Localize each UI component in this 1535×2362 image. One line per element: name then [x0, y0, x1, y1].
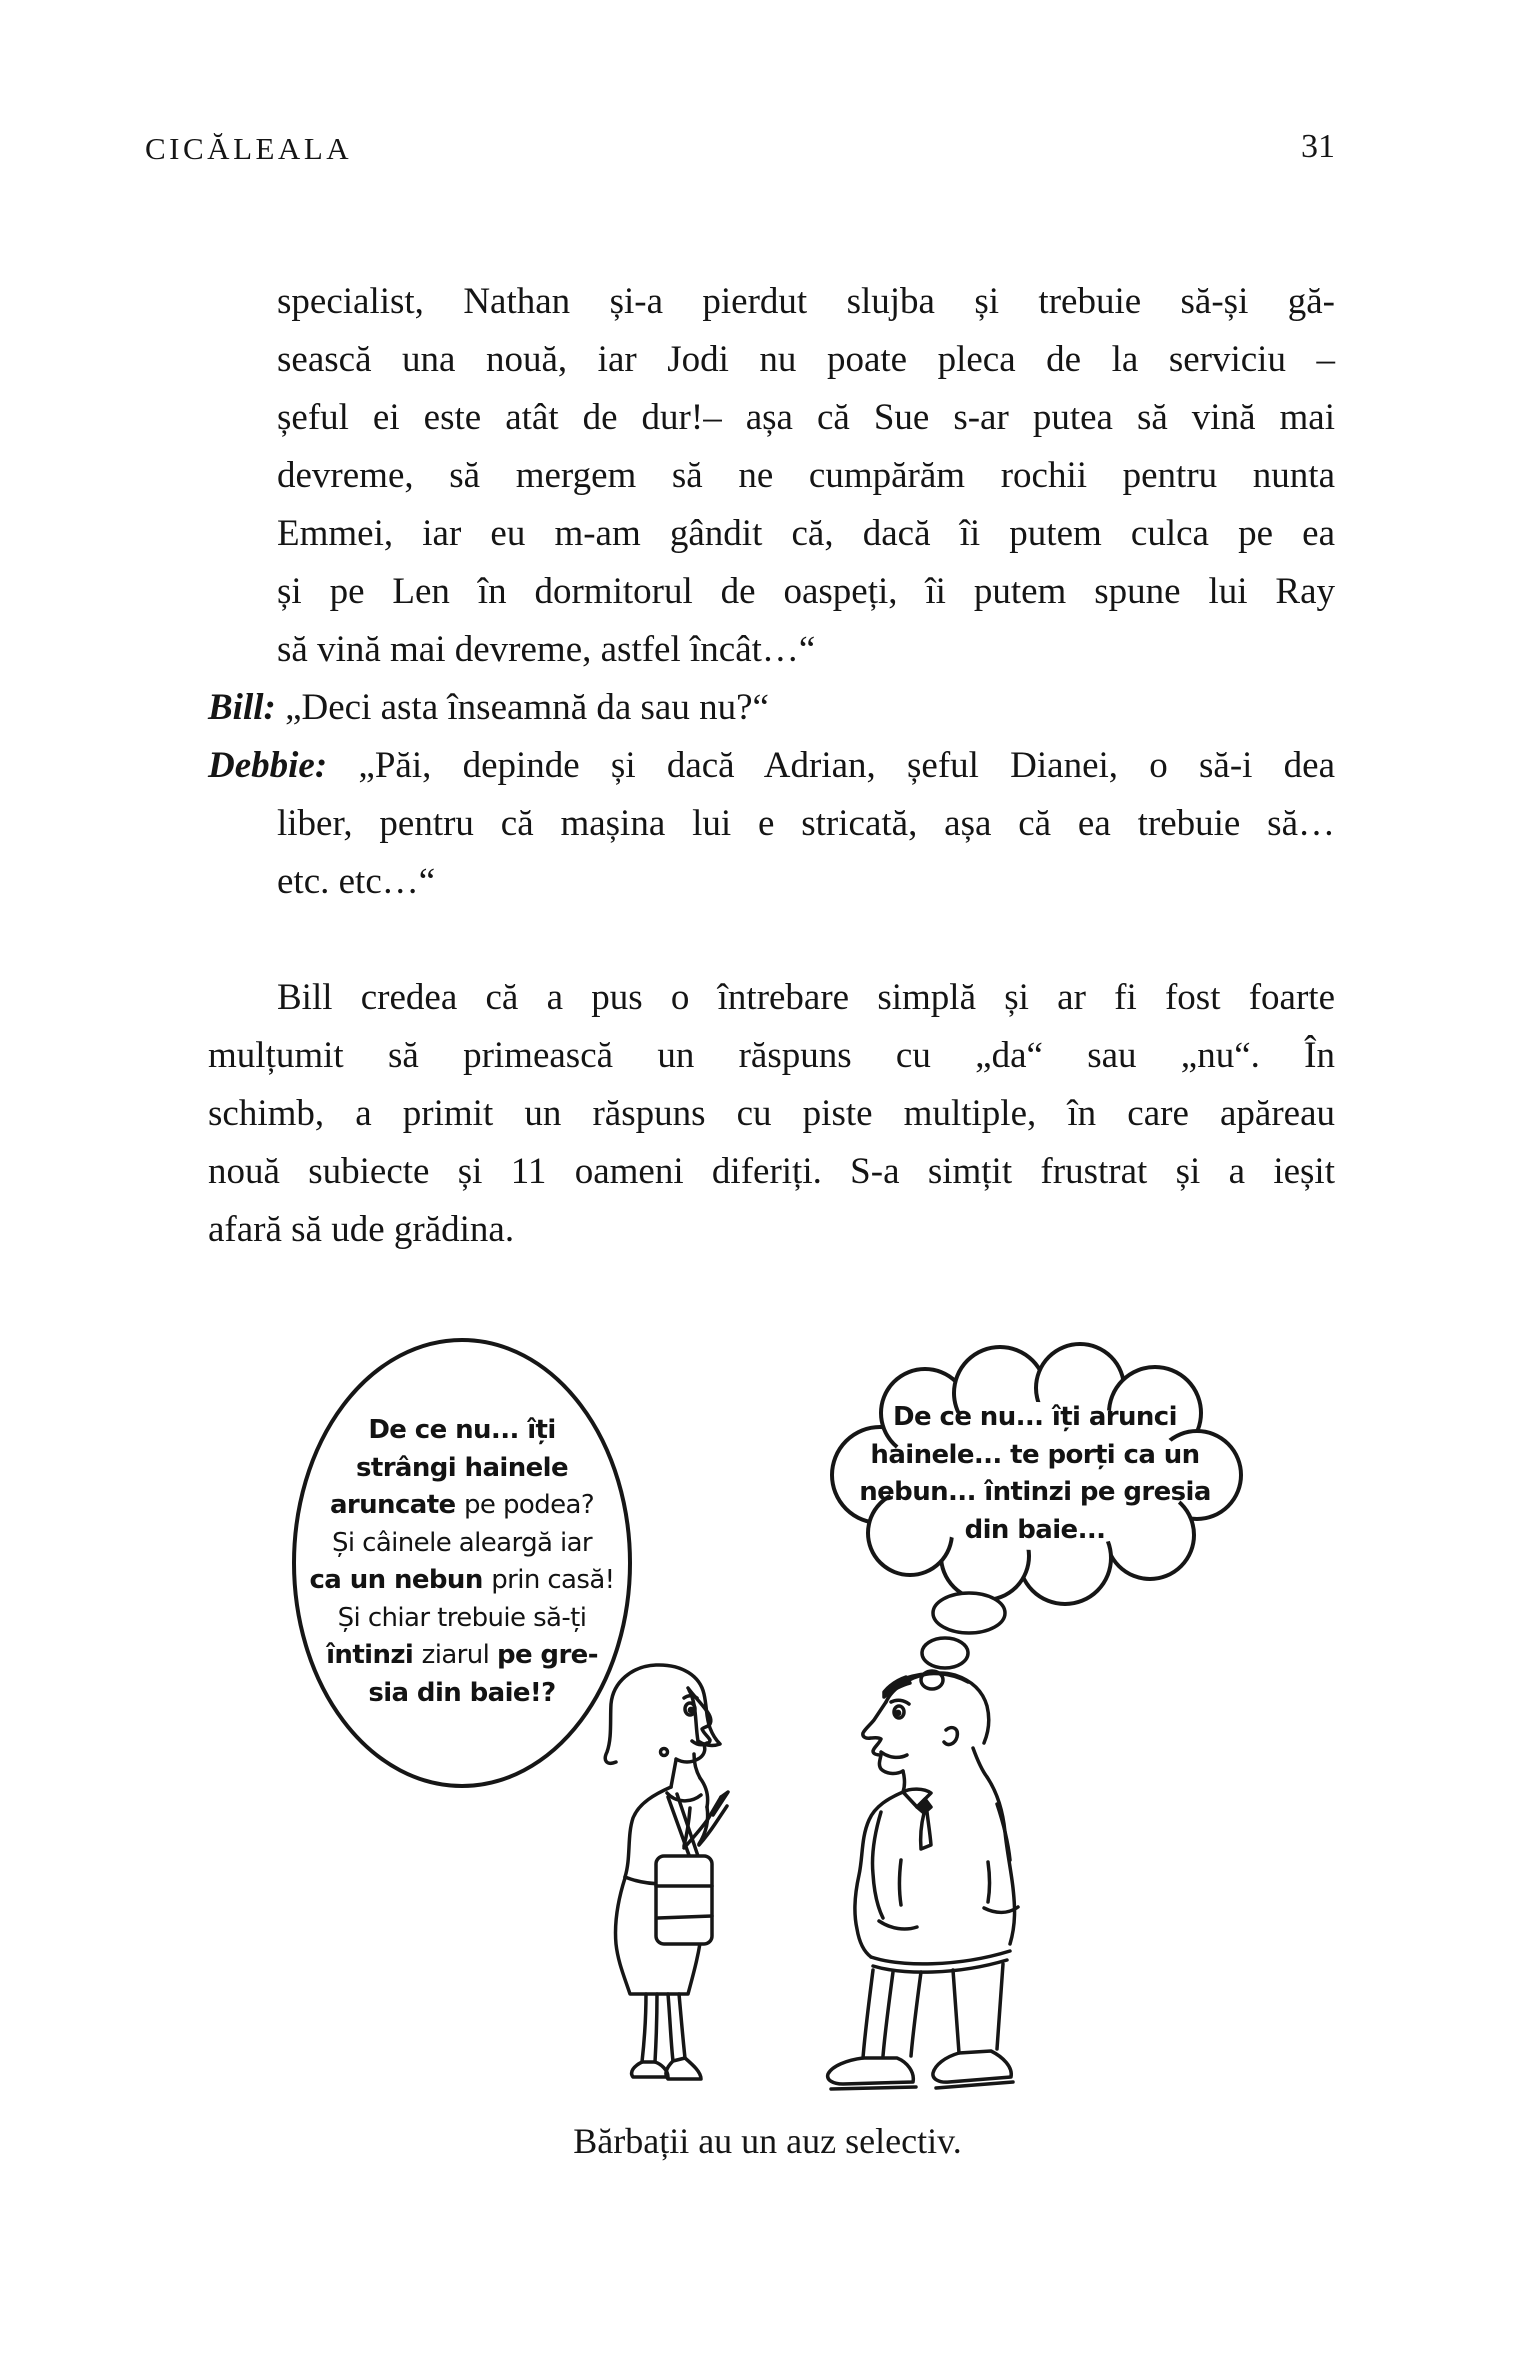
illustration-caption: Bărbații au un auz selectiv.	[573, 2121, 962, 2161]
text-line: Debbie: „Păi, depinde și dacă Adrian, șeful Dianei, o să-i dea	[208, 745, 1335, 786]
bubble-line: De ce nu... îți arunci	[893, 1402, 1177, 1432]
paragraph-gap	[208, 911, 1335, 969]
text-line: sească una nouă, iar Jodi nu poate pleca de la serviciu –	[277, 339, 1335, 380]
cartoon-drawing	[0, 1300, 1535, 2120]
text-line: liber, pentru că mașina lui e stricată, așa că ea trebuie să…	[277, 803, 1335, 844]
speaker-label: Bill:	[208, 687, 276, 728]
text-line: etc. etc…“	[277, 861, 436, 902]
text-line: și pe Len în dormitorul de oaspeți, îi putem spune lui Ray	[277, 571, 1335, 612]
speech-bubble-text	[282, 1412, 642, 1712]
woman-figure	[605, 1665, 728, 2079]
bubble-line: hainele... te porți ca un	[870, 1439, 1200, 1470]
bubble-line: De ce nu... îți	[368, 1415, 556, 1445]
bubble-line: întinzi ziarul pe gre-	[326, 1640, 598, 1670]
text-line: devreme, să mergem să ne cumpărăm rochii pentru nunta	[277, 455, 1335, 496]
thought-bubble-text	[850, 1399, 1220, 1549]
text-line: afară să ude grădina.	[208, 1209, 515, 1250]
bubble-line: strângi hainele	[355, 1452, 568, 1483]
text-line: să vină mai devreme, astfel încât…“	[277, 629, 816, 670]
body-text	[208, 273, 1335, 1259]
speaker-label: Debbie:	[208, 745, 328, 786]
text-line: nouă subiecte și 11 oameni diferiți. S-a simțit frustrat și a ieșit	[208, 1151, 1335, 1192]
text-line: șeful ei este atât de dur!– așa că Sue s-ar putea să vină mai	[277, 397, 1335, 438]
bubble-line: Și câinele aleargă iar	[331, 1527, 593, 1558]
bubble-line: din baie...	[964, 1514, 1106, 1545]
text-line: mulțumit să primească un răspuns cu „da“ sau „nu“. În	[208, 1035, 1335, 1076]
page-number: 31	[1301, 128, 1335, 165]
text-line: Bill: „Deci asta înseamnă da sau nu?“	[208, 687, 769, 728]
chapter-title: CICĂLEALA	[145, 131, 353, 166]
bubble-line: Și chiar trebuie să-ți	[337, 1602, 587, 1633]
bubble-line: sia din baie!?	[368, 1677, 556, 1708]
text-line: specialist, Nathan și-a pierdut slujba și trebuie să-și gă-	[277, 281, 1335, 322]
bubble-line: nebun... întinzi pe gresia	[859, 1477, 1211, 1507]
bubble-line: ca un nebun prin casă!	[309, 1565, 615, 1595]
cartoon-illustration	[0, 1300, 1535, 2120]
text-line: Bill credea că a pus o întrebare simplă și ar fi fost foarte	[277, 977, 1335, 1018]
bubble-line: aruncate pe podea?	[329, 1490, 595, 1520]
text-line: schimb, a primit un răspuns cu piste multiple, în care apăreau	[208, 1093, 1335, 1134]
text-line: Emmei, iar eu m-am gândit că, dacă îi putem culca pe ea	[277, 513, 1335, 554]
man-figure	[828, 1673, 1018, 2089]
